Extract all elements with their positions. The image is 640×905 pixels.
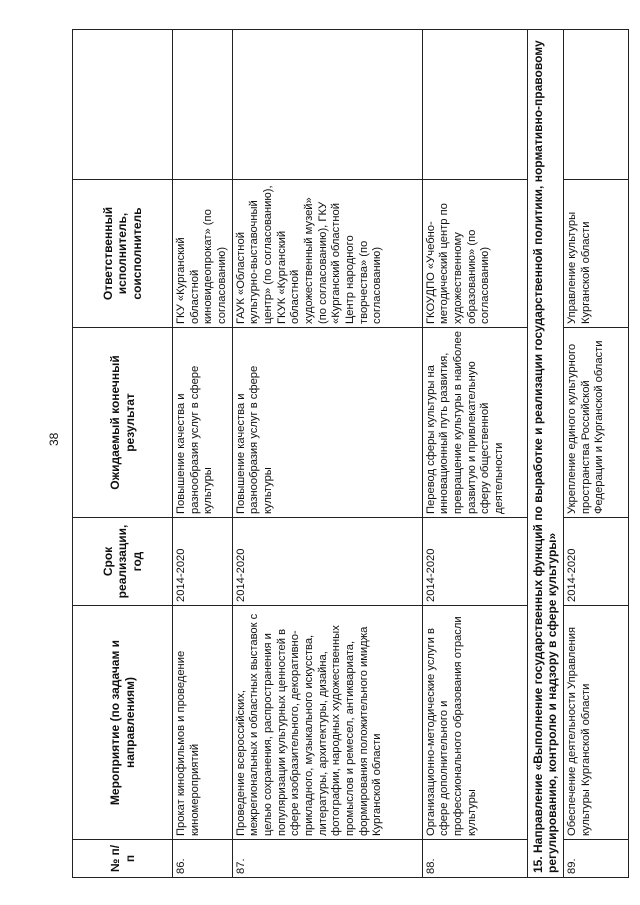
table-row bbox=[563, 30, 628, 878]
row-event: Прокат кинофильмов и проведение киномероприятий bbox=[173, 606, 233, 840]
table-row bbox=[173, 30, 233, 878]
row-number: 88. bbox=[422, 840, 527, 878]
row-empty-cell bbox=[422, 30, 527, 180]
row-term: 2014-2020 bbox=[173, 518, 233, 606]
row-empty-cell bbox=[563, 30, 628, 180]
row-responsible: Управление культуры Курганской области bbox=[563, 180, 628, 328]
section-heading-row bbox=[527, 30, 563, 878]
row-term: 2014-2020 bbox=[232, 518, 422, 606]
document-page bbox=[72, 30, 618, 878]
table-row bbox=[232, 30, 422, 878]
row-result: Перевод сферы культуры на инновационный путь развития, превращение культуры в наиболее развитую и привлекательную сферу общественной деятельности bbox=[422, 328, 527, 518]
page-number: 38 bbox=[47, 432, 61, 446]
header-term: Срок реализации, год bbox=[73, 518, 173, 606]
section-heading: 15. Направление «Выполнение государственных функций по выработке и реализации государственной политики, нормативно-правовому регулированию, контролю и надзору в сфере культуры» bbox=[527, 30, 563, 878]
row-number: 87. bbox=[232, 840, 422, 878]
row-result: Укрепление единого культурного пространства Российской Федерации и Курганской области bbox=[563, 328, 628, 518]
header-event: Мероприятие (по задачам и направлениям) bbox=[73, 606, 173, 840]
row-responsible: ГАУК «Областной культурно-выставочный центр» (по согласованию), ГКУК «Курганский областной художественный музей» (по согласованию), ГКУ «Курганский областной Центр народного творчества» (по согласованию) bbox=[232, 180, 422, 328]
row-result: Повышение качества и разнообразия услуг в сфере культуры bbox=[173, 328, 233, 518]
table-row bbox=[422, 30, 527, 878]
header-empty-col bbox=[73, 30, 173, 180]
row-result: Повышение качества и разнообразия услуг в сфере культуры bbox=[232, 328, 422, 518]
row-term: 2014-2020 bbox=[422, 518, 527, 606]
header-responsible: Ответственный исполнитель, соисполнитель bbox=[73, 180, 173, 328]
row-number: 86. bbox=[173, 840, 233, 878]
row-responsible: ГКУ «Курганский областной киновидеопрокат» (по согласованию) bbox=[173, 180, 233, 328]
row-responsible: ГКОУДПО «Учебно-методический центр по художественному образованию» (по согласованию) bbox=[422, 180, 527, 328]
header-number: № п/п bbox=[73, 840, 173, 878]
table-header-row bbox=[73, 30, 173, 878]
activities-table bbox=[72, 29, 629, 878]
row-number: 89. bbox=[563, 840, 628, 878]
row-empty-cell bbox=[173, 30, 233, 180]
row-term: 2014-2020 bbox=[563, 518, 628, 606]
header-result: Ожидаемый конечный результат bbox=[73, 328, 173, 518]
row-event: Обеспечение деятельности Управления культуры Курганской области bbox=[563, 606, 628, 840]
row-event: Проведение всероссийских, межрегиональных и областных выставок с целью сохранения, распространения и популяризации культурных ценностей в сфере изобразительного, декоративно-прикладного, музыкального искусства, литературы, архитектуры, дизайна, фотографии, народных художественных промыслов и ремесел, антиквариата, формирования положительного имиджа Курганской области bbox=[232, 606, 422, 840]
row-event: Организационно-методические услуги в сфере дополнительного и профессионального образования отрасли культуры bbox=[422, 606, 527, 840]
row-empty-cell bbox=[232, 30, 422, 180]
